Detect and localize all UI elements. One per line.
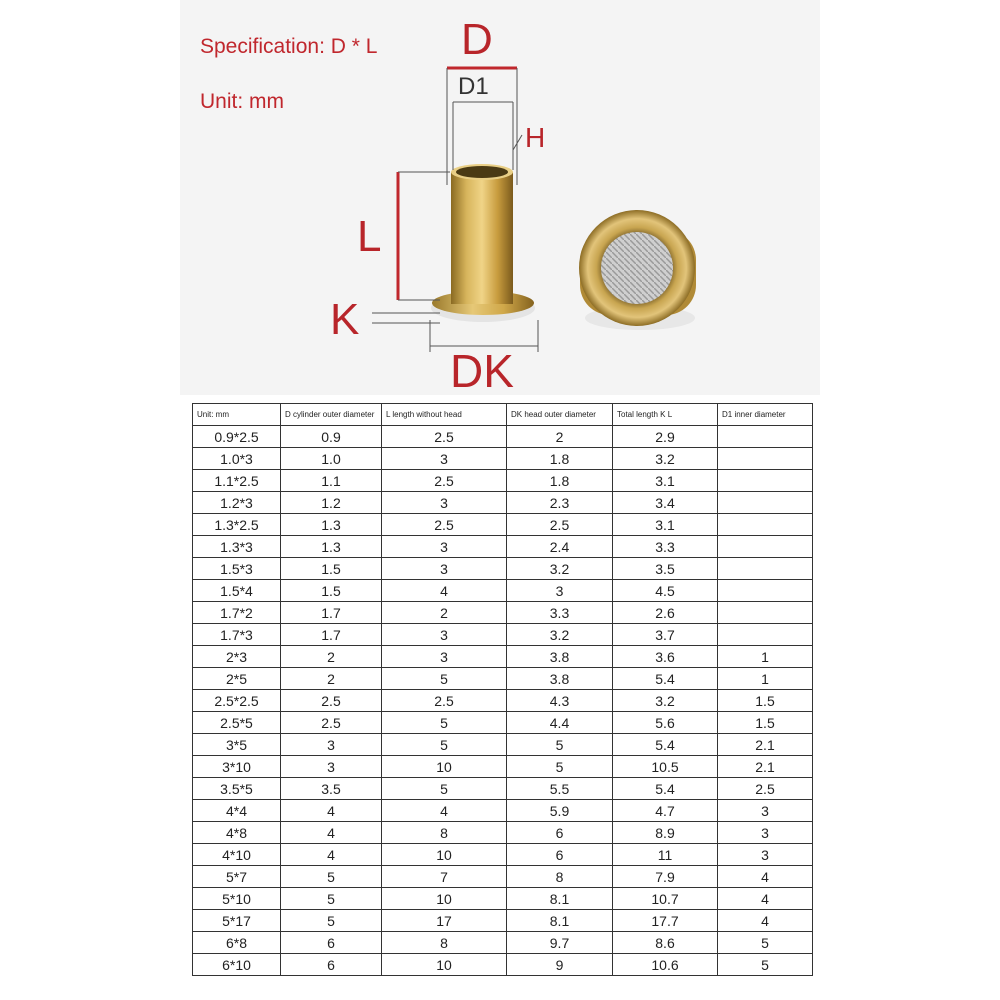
table-cell: 3 bbox=[382, 624, 507, 646]
table-cell: 3 bbox=[718, 800, 813, 822]
table-cell: 3 bbox=[718, 844, 813, 866]
table-row bbox=[193, 448, 813, 470]
label-d1: D1 bbox=[458, 73, 489, 100]
table-cell: 8 bbox=[382, 932, 507, 954]
table-row bbox=[193, 514, 813, 536]
table-cell: 1.3*3 bbox=[193, 536, 281, 558]
table-cell: 1.8 bbox=[507, 448, 613, 470]
table-cell: 4 bbox=[718, 910, 813, 932]
table-cell: 9.7 bbox=[507, 932, 613, 954]
table-cell: 3.8 bbox=[507, 668, 613, 690]
header-d: D cylinder outer diameter bbox=[281, 404, 382, 426]
table-cell: 2.3 bbox=[507, 492, 613, 514]
table-cell: 9 bbox=[507, 954, 613, 976]
table-cell: 2.5 bbox=[718, 778, 813, 800]
table-cell: 2.1 bbox=[718, 756, 813, 778]
table-row bbox=[193, 426, 813, 448]
table-cell bbox=[718, 492, 813, 514]
table-cell: 3.2 bbox=[507, 624, 613, 646]
table-row bbox=[193, 646, 813, 668]
table-cell: 3.1 bbox=[613, 514, 718, 536]
table-cell: 3.7 bbox=[613, 624, 718, 646]
table-cell bbox=[718, 470, 813, 492]
label-d: D bbox=[461, 15, 493, 64]
table-cell: 1.0 bbox=[281, 448, 382, 470]
table-cell: 5 bbox=[507, 756, 613, 778]
table-cell: 8 bbox=[507, 866, 613, 888]
table-row bbox=[193, 470, 813, 492]
table-cell: 2*3 bbox=[193, 646, 281, 668]
table-cell: 6 bbox=[281, 932, 382, 954]
table-cell: 1.5 bbox=[281, 558, 382, 580]
header-dk: DK head outer diameter bbox=[507, 404, 613, 426]
table-cell: 3 bbox=[718, 822, 813, 844]
table-cell: 5 bbox=[281, 866, 382, 888]
table-row bbox=[193, 492, 813, 514]
table-cell: 10.5 bbox=[613, 756, 718, 778]
table-cell: 1.2*3 bbox=[193, 492, 281, 514]
table-cell: 3 bbox=[382, 536, 507, 558]
table-cell: 1.3 bbox=[281, 514, 382, 536]
table-cell: 8 bbox=[382, 822, 507, 844]
table-row bbox=[193, 954, 813, 976]
table-cell: 2.5 bbox=[382, 690, 507, 712]
table-cell: 5.4 bbox=[613, 668, 718, 690]
table-row bbox=[193, 668, 813, 690]
table-cell: 5*7 bbox=[193, 866, 281, 888]
table-row bbox=[193, 690, 813, 712]
table-cell: 10.7 bbox=[613, 888, 718, 910]
table-cell: 5 bbox=[382, 734, 507, 756]
table-cell bbox=[718, 602, 813, 624]
table-cell: 1.7 bbox=[281, 624, 382, 646]
table-row bbox=[193, 778, 813, 800]
table-cell: 8.6 bbox=[613, 932, 718, 954]
table-cell: 1.5 bbox=[718, 712, 813, 734]
table-cell: 1.5*3 bbox=[193, 558, 281, 580]
specification-table bbox=[192, 403, 813, 976]
table-cell: 2.5 bbox=[382, 470, 507, 492]
eyelet-side-view bbox=[431, 164, 535, 322]
table-cell: 3 bbox=[281, 756, 382, 778]
table-cell: 3 bbox=[382, 492, 507, 514]
table-cell bbox=[718, 448, 813, 470]
table-cell: 6*10 bbox=[193, 954, 281, 976]
table-cell: 10 bbox=[382, 954, 507, 976]
table-cell: 1.3*2.5 bbox=[193, 514, 281, 536]
table-cell: 4 bbox=[382, 800, 507, 822]
table-row bbox=[193, 734, 813, 756]
table-cell: 3 bbox=[507, 580, 613, 602]
table-cell: 3 bbox=[382, 646, 507, 668]
table-cell: 1.5*4 bbox=[193, 580, 281, 602]
table-cell bbox=[718, 624, 813, 646]
table-cell: 2 bbox=[382, 602, 507, 624]
table-cell: 3 bbox=[382, 558, 507, 580]
table-cell: 3 bbox=[382, 448, 507, 470]
table-cell: 4 bbox=[281, 800, 382, 822]
table-cell: 4 bbox=[281, 844, 382, 866]
table-cell: 10 bbox=[382, 756, 507, 778]
table-cell: 5.6 bbox=[613, 712, 718, 734]
table-cell: 4*8 bbox=[193, 822, 281, 844]
table-cell: 3.5 bbox=[281, 778, 382, 800]
table-cell: 1.2 bbox=[281, 492, 382, 514]
table-cell: 17.7 bbox=[613, 910, 718, 932]
unit-text: Unit: mm bbox=[200, 90, 284, 113]
table-row bbox=[193, 822, 813, 844]
table-cell: 1.5 bbox=[718, 690, 813, 712]
table-cell: 2*5 bbox=[193, 668, 281, 690]
table-cell: 1.1 bbox=[281, 470, 382, 492]
table-row bbox=[193, 932, 813, 954]
table-cell: 4 bbox=[718, 888, 813, 910]
table-cell: 2.5*5 bbox=[193, 712, 281, 734]
table-cell: 4 bbox=[281, 822, 382, 844]
table-cell: 10 bbox=[382, 844, 507, 866]
table-cell: 3.2 bbox=[613, 448, 718, 470]
table-cell: 5.9 bbox=[507, 800, 613, 822]
table-cell: 5 bbox=[382, 668, 507, 690]
table-cell: 5*10 bbox=[193, 888, 281, 910]
table-cell: 2.5 bbox=[382, 426, 507, 448]
table-cell: 3.5 bbox=[613, 558, 718, 580]
table-cell: 3 bbox=[281, 734, 382, 756]
table-cell: 8.1 bbox=[507, 910, 613, 932]
table-row bbox=[193, 712, 813, 734]
table-cell: 17 bbox=[382, 910, 507, 932]
table-cell: 5 bbox=[382, 712, 507, 734]
table-cell: 8.1 bbox=[507, 888, 613, 910]
table-cell: 5 bbox=[281, 910, 382, 932]
table-cell: 3.8 bbox=[507, 646, 613, 668]
table-cell: 2.5 bbox=[507, 514, 613, 536]
table-cell: 3.1 bbox=[613, 470, 718, 492]
label-h: H bbox=[525, 122, 546, 153]
table-cell: 4*4 bbox=[193, 800, 281, 822]
table-row bbox=[193, 558, 813, 580]
table-cell: 2.5 bbox=[382, 514, 507, 536]
table-cell: 1.1*2.5 bbox=[193, 470, 281, 492]
table-cell: 3*5 bbox=[193, 734, 281, 756]
table-row bbox=[193, 624, 813, 646]
table-cell: 5 bbox=[507, 734, 613, 756]
table-cell: 11 bbox=[613, 844, 718, 866]
table-cell: 3.4 bbox=[613, 492, 718, 514]
table-cell: 6 bbox=[507, 822, 613, 844]
table-row bbox=[193, 756, 813, 778]
table-cell: 3.2 bbox=[613, 690, 718, 712]
table-cell: 5 bbox=[281, 888, 382, 910]
table-cell: 2 bbox=[281, 646, 382, 668]
table-cell: 10 bbox=[382, 888, 507, 910]
eyelet-diagram bbox=[0, 0, 1000, 400]
table-cell: 1.3 bbox=[281, 536, 382, 558]
table-cell: 8.9 bbox=[613, 822, 718, 844]
table-cell: 1.7*2 bbox=[193, 602, 281, 624]
table-cell: 1.7*3 bbox=[193, 624, 281, 646]
table-cell: 2 bbox=[507, 426, 613, 448]
table-cell: 2.5 bbox=[281, 712, 382, 734]
table-cell: 5 bbox=[718, 954, 813, 976]
table-cell: 2.6 bbox=[613, 602, 718, 624]
table-cell: 5.4 bbox=[613, 778, 718, 800]
table-header-row bbox=[193, 404, 813, 426]
table-body bbox=[193, 426, 813, 976]
label-k: K bbox=[330, 295, 360, 344]
table-cell bbox=[718, 558, 813, 580]
table-cell: 5 bbox=[382, 778, 507, 800]
table-cell: 2 bbox=[281, 668, 382, 690]
table-cell bbox=[718, 514, 813, 536]
table-cell: 1.5 bbox=[281, 580, 382, 602]
specification-text: Specification: D * L bbox=[200, 35, 378, 58]
table-cell: 7.9 bbox=[613, 866, 718, 888]
table-cell: 2.9 bbox=[613, 426, 718, 448]
table-cell: 3.3 bbox=[613, 536, 718, 558]
table-row bbox=[193, 800, 813, 822]
table-cell: 0.9*2.5 bbox=[193, 426, 281, 448]
table-cell: 1.0*3 bbox=[193, 448, 281, 470]
table-cell: 0.9 bbox=[281, 426, 382, 448]
table-cell: 3.3 bbox=[507, 602, 613, 624]
table-cell: 4*10 bbox=[193, 844, 281, 866]
table-cell: 5 bbox=[718, 932, 813, 954]
label-l: L bbox=[357, 212, 382, 261]
table-cell: 3*10 bbox=[193, 756, 281, 778]
table-row bbox=[193, 580, 813, 602]
table-row bbox=[193, 888, 813, 910]
table-cell: 6 bbox=[281, 954, 382, 976]
header-d1: D1 inner diameter bbox=[718, 404, 813, 426]
table-cell: 2.5 bbox=[281, 690, 382, 712]
table-cell: 2.1 bbox=[718, 734, 813, 756]
table-row bbox=[193, 602, 813, 624]
table-cell: 3.6 bbox=[613, 646, 718, 668]
eyelet-top-view bbox=[579, 210, 696, 330]
table-cell: 1 bbox=[718, 646, 813, 668]
table-cell: 2.5*2.5 bbox=[193, 690, 281, 712]
table-cell: 6 bbox=[507, 844, 613, 866]
table-row bbox=[193, 536, 813, 558]
table-cell: 3.5*5 bbox=[193, 778, 281, 800]
table-cell: 4 bbox=[382, 580, 507, 602]
table-row bbox=[193, 866, 813, 888]
table-cell: 4.3 bbox=[507, 690, 613, 712]
table-cell: 1.8 bbox=[507, 470, 613, 492]
table-cell: 1.7 bbox=[281, 602, 382, 624]
table-cell: 1 bbox=[718, 668, 813, 690]
table-cell: 6*8 bbox=[193, 932, 281, 954]
table-cell: 10.6 bbox=[613, 954, 718, 976]
table-cell: 5.5 bbox=[507, 778, 613, 800]
table-row bbox=[193, 844, 813, 866]
table-cell bbox=[718, 426, 813, 448]
table-cell: 4 bbox=[718, 866, 813, 888]
table-cell: 5*17 bbox=[193, 910, 281, 932]
header-total-length: Total length K L bbox=[613, 404, 718, 426]
table-cell: 4.5 bbox=[613, 580, 718, 602]
table-row bbox=[193, 910, 813, 932]
table-cell: 4.7 bbox=[613, 800, 718, 822]
header-unit: Unit: mm bbox=[193, 404, 281, 426]
header-l: L length without head bbox=[382, 404, 507, 426]
table-cell: 7 bbox=[382, 866, 507, 888]
table-cell bbox=[718, 580, 813, 602]
table-cell: 5.4 bbox=[613, 734, 718, 756]
label-dk: DK bbox=[450, 345, 514, 397]
table-cell: 4.4 bbox=[507, 712, 613, 734]
table-cell: 3.2 bbox=[507, 558, 613, 580]
table-cell bbox=[718, 536, 813, 558]
table-cell: 2.4 bbox=[507, 536, 613, 558]
